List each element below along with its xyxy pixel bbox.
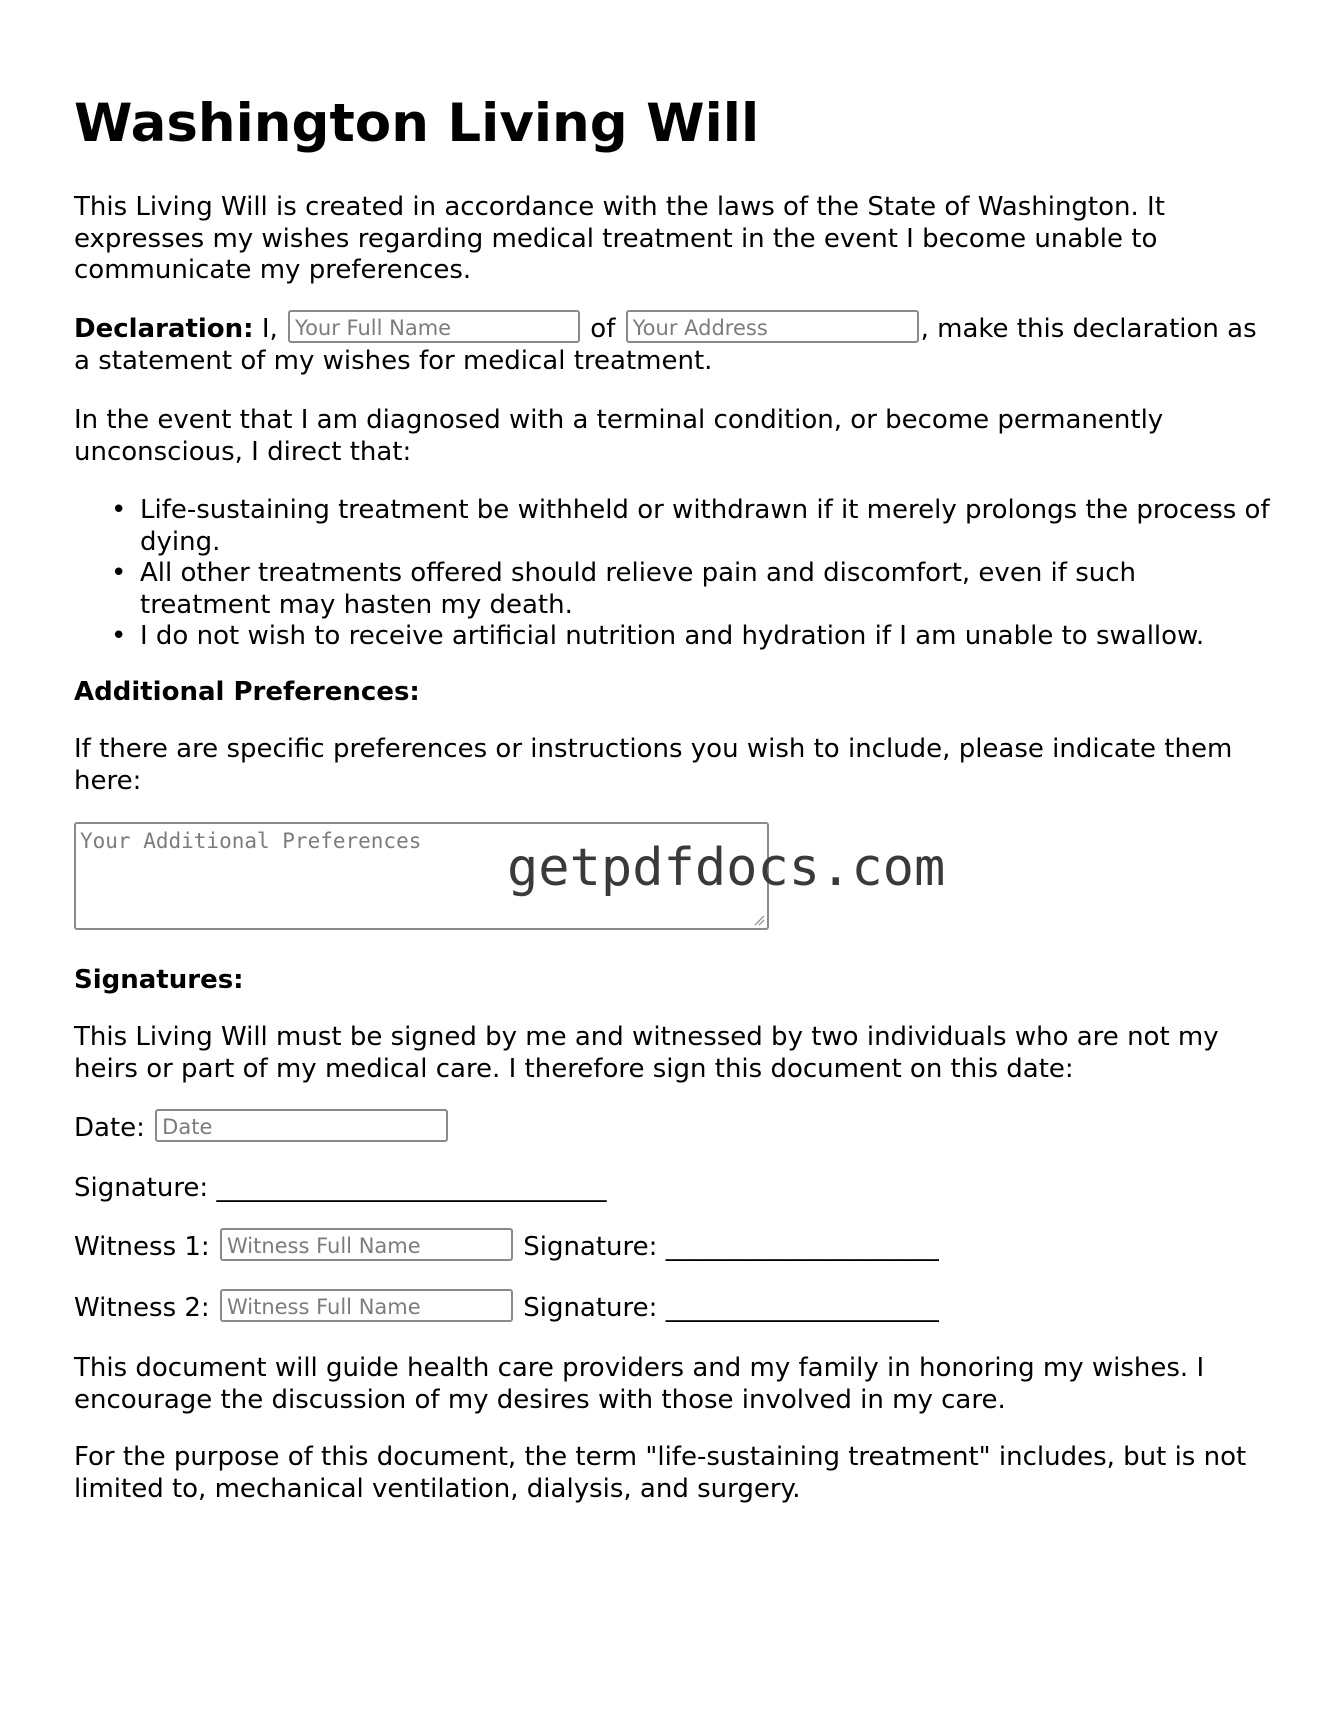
page-title: Washington Living Will — [74, 93, 760, 154]
signatures-heading: Signatures: — [74, 965, 244, 995]
witness-2-signature-label: Signature: — [523, 1293, 658, 1323]
signature-line — [74, 1173, 1274, 1205]
address-input[interactable]: Your Address — [626, 310, 919, 343]
signature-label: Signature: — [74, 1173, 209, 1203]
witness-1-line — [74, 1231, 1274, 1264]
witness-2-signature-blank: _____________________ — [665, 1293, 939, 1323]
date-input[interactable]: Date — [155, 1109, 448, 1142]
witness-2-label: Witness 2: — [74, 1293, 210, 1323]
signature-blank: ______________________________ — [216, 1173, 607, 1203]
declaration-prefix: I, — [253, 314, 278, 344]
closing-paragraph-definition: For the purpose of this document, the term "life-sustaining treatment" includes, but is not limited to, mechanical ventilation, dialysis, and surgery. — [74, 1442, 1247, 1504]
intro-paragraph: This Living Will is created in accordance with the laws of the State of Washington. It expresses my wishes regarding medical treatment in the event I become unable to communicate my preferences. — [74, 192, 1165, 285]
declaration-label: Declaration: — [74, 314, 254, 344]
textarea-placeholder: Your Additional Preferences — [80, 829, 422, 853]
directive-text: Life-sustaining treatment be withheld or withdrawn if it merely prolongs the process of dying. — [140, 495, 1270, 557]
declaration-suffix: , make this declaration as a statement of my wishes for medical treatment. — [74, 314, 1257, 376]
bullet-icon: • — [111, 621, 127, 651]
resize-grip-icon[interactable] — [753, 914, 765, 926]
witness-1-signature-label: Signature: — [523, 1232, 658, 1262]
directives-list — [74, 495, 1274, 653]
closing-paragraph-guide: This document will guide health care providers and my family in honoring my wishes. I encourage the discussion of my desires with those involved in my care. — [74, 1353, 1205, 1415]
list-item — [74, 621, 1274, 653]
watermark: getpdfdocs.com — [507, 838, 946, 898]
witness-2-line — [74, 1292, 1274, 1325]
witness-1-name-input[interactable]: Witness Full Name — [220, 1228, 513, 1261]
declaration-paragraph — [74, 313, 1274, 378]
directive-text: I do not wish to receive artificial nutrition and hydration if I am unable to swallow. — [140, 621, 1205, 651]
witness-1-label: Witness 1: — [74, 1232, 210, 1262]
signatures-text: This Living Will must be signed by me and witnessed by two individuals who are not my heirs or part of my medical care. I therefore sign this document on this date: — [74, 1022, 1219, 1084]
date-label: Date: — [74, 1113, 145, 1143]
additional-preferences-text: If there are specific preferences or instructions you wish to include, please indicate them here: — [74, 734, 1233, 796]
event-paragraph: In the event that I am diagnosed with a terminal condition, or become permanently unconscious, I direct that: — [74, 405, 1164, 467]
witness-2-name-input[interactable]: Witness Full Name — [220, 1289, 513, 1322]
list-item — [74, 495, 1274, 558]
declaration-of: of — [590, 314, 616, 344]
bullet-icon: • — [111, 495, 127, 525]
witness-1-signature-blank: _____________________ — [665, 1232, 939, 1262]
directive-text: All other treatments offered should relieve pain and discomfort, even if such treatment may hasten my death. — [140, 558, 1136, 620]
list-item — [74, 558, 1274, 621]
bullet-icon: • — [111, 558, 127, 588]
additional-preferences-heading: Additional Preferences: — [74, 677, 420, 707]
full-name-input[interactable]: Your Full Name — [288, 310, 580, 343]
date-line — [74, 1112, 1274, 1145]
